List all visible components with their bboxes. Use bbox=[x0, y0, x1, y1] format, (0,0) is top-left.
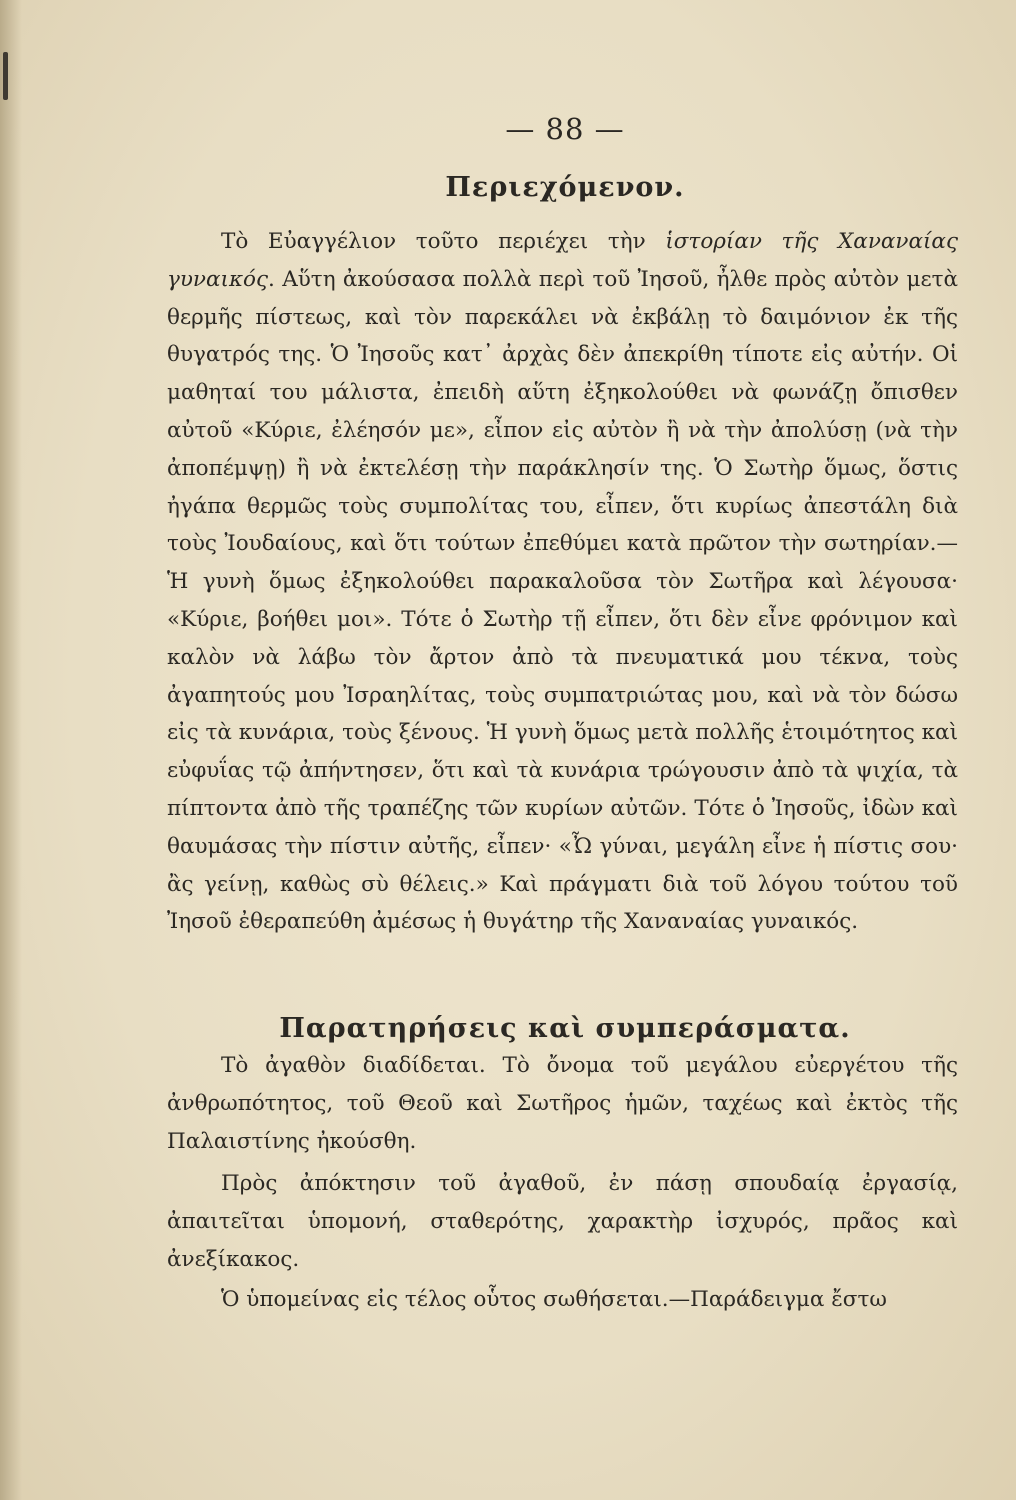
section-heading-observations: Παρατηρήσεις καὶ συμπεράσματα. bbox=[279, 1013, 851, 1044]
observation-paragraph-2: Πρὸς ἀπόκτησιν τοῦ ἀγαθοῦ, ἐν πάσῃ σπουδαίᾳ ἐργασίᾳ, ἀπαιτεῖται ὑπομονή, σταθερότης, χαρακτὴρ ἰσχυρός, πρᾶος καὶ ἀνεξίκακος. bbox=[167, 1171, 958, 1272]
contents-paragraph bbox=[167, 223, 958, 941]
page-number: — 88 — bbox=[505, 112, 625, 146]
contents-text-start: Τὸ Εὐαγγέλιον τοῦτο περιέχει τὴν bbox=[221, 229, 666, 254]
binding-shadow bbox=[0, 0, 22, 1500]
contents-text-italic: ἱστορίαν τῆς Χαναναίας γυναικός bbox=[167, 229, 958, 292]
binding-mark bbox=[3, 52, 8, 100]
section-heading-contents: Περιεχόμενον. bbox=[445, 172, 685, 203]
contents-text-rest: . Αὕτη ἀκούσασα πολλὰ περὶ τοῦ Ἰησοῦ, ἦλθε πρὸς αὐτὸν μετὰ θερμῆς πίστεως, καὶ τὸν παρεκάλει νὰ ἐκβάλῃ τὸ δαιμόνιον ἐκ τῆς θυγατρός της. Ὁ Ἰησοῦς κατ᾿ ἀρχὰς δὲν ἀπεκρίθη τίποτε εἰς αὐτήν. Οἱ μαθηταί του μάλιστα, ἐπειδὴ αὕτη ἐξηκολούθει νὰ φωνάζῃ ὄπισθεν αὐτοῦ «Κύριε, ἐλέησόν με», εἶπον εἰς αὐτὸν ἢ νὰ τὴν ἀπολύσῃ (νὰ τὴν ἀποπέμψῃ) ἢ νὰ ἐκτελέσῃ τὴν παράκλησίν της. Ὁ Σωτὴρ ὅμως, ὅστις ἠγάπα θερμῶς τοὺς συμπολίτας του, εἶπεν, ὅτι κυρίως ἀπεστάλη διὰ τοὺς Ἰουδαίους, καὶ ὅτι τούτων ἐπεθύμει κατὰ πρῶτον τὴν σωτηρίαν.—Ἡ γυνὴ ὅμως ἐξηκολούθει παρακαλοῦσα τὸν Σωτῆρα καὶ λέγουσα· «Κύριε, βοήθει μοι». Τότε ὁ Σωτὴρ τῇ εἶπεν, ὅτι δὲν εἶνε φρόνιμον καὶ καλὸν νὰ λάβω τὸν ἄρτον ἀπὸ τὰ πνευματικά μου τέκνα, τοὺς ἀγαπητούς μου Ἰσραηλίτας, τοὺς συμπατριώτας μου, καὶ νὰ τὸν δώσω εἰς τὰ κυνάρια, τοὺς ξένους. Ἡ γυνὴ ὅμως μετὰ πολλῆς ἑτοιμότητος καὶ εὐφυΐας τῷ ἀπήντησεν, ὅτι καὶ τὰ κυνάρια τρώγουσιν ἀπὸ τὰ ψιχία, τὰ πίπτοντα ἀπὸ τῆς τραπέζης τῶν κυρίων αὐτῶν. Τότε ὁ Ἰησοῦς, ἰδὼν καὶ θαυμάσας τὴν πίστιν αὐτῆς, εἶπεν· «Ὦ γύναι, μεγάλη εἶνε ἡ πίστις σου· ἂς γείνῃ, καθὼς σὺ θέλεις.» Καὶ πράγματι διὰ τοῦ λόγου τούτου τοῦ Ἰησοῦ ἐθεραπεύθη ἀμέσως ἡ θυγάτηρ τῆς Χαναναίας γυναικός. bbox=[167, 266, 958, 935]
observation-paragraph-3: Ὁ ὑπομείνας εἰς τέλος οὗτος σωθήσεται.—Παράδειγμα ἔστω bbox=[221, 1287, 887, 1312]
observation-paragraph-1: Τὸ ἀγαθὸν διαδίδεται. Τὸ ὄνομα τοῦ μεγάλου εὐεργέτου τῆς ἀνθρωπότητος, τοῦ Θεοῦ καὶ Σωτῆρος ἡμῶν, ταχέως καὶ ἐκτὸς τῆς Παλαιστίνης ἠκούσθη. bbox=[167, 1053, 958, 1154]
